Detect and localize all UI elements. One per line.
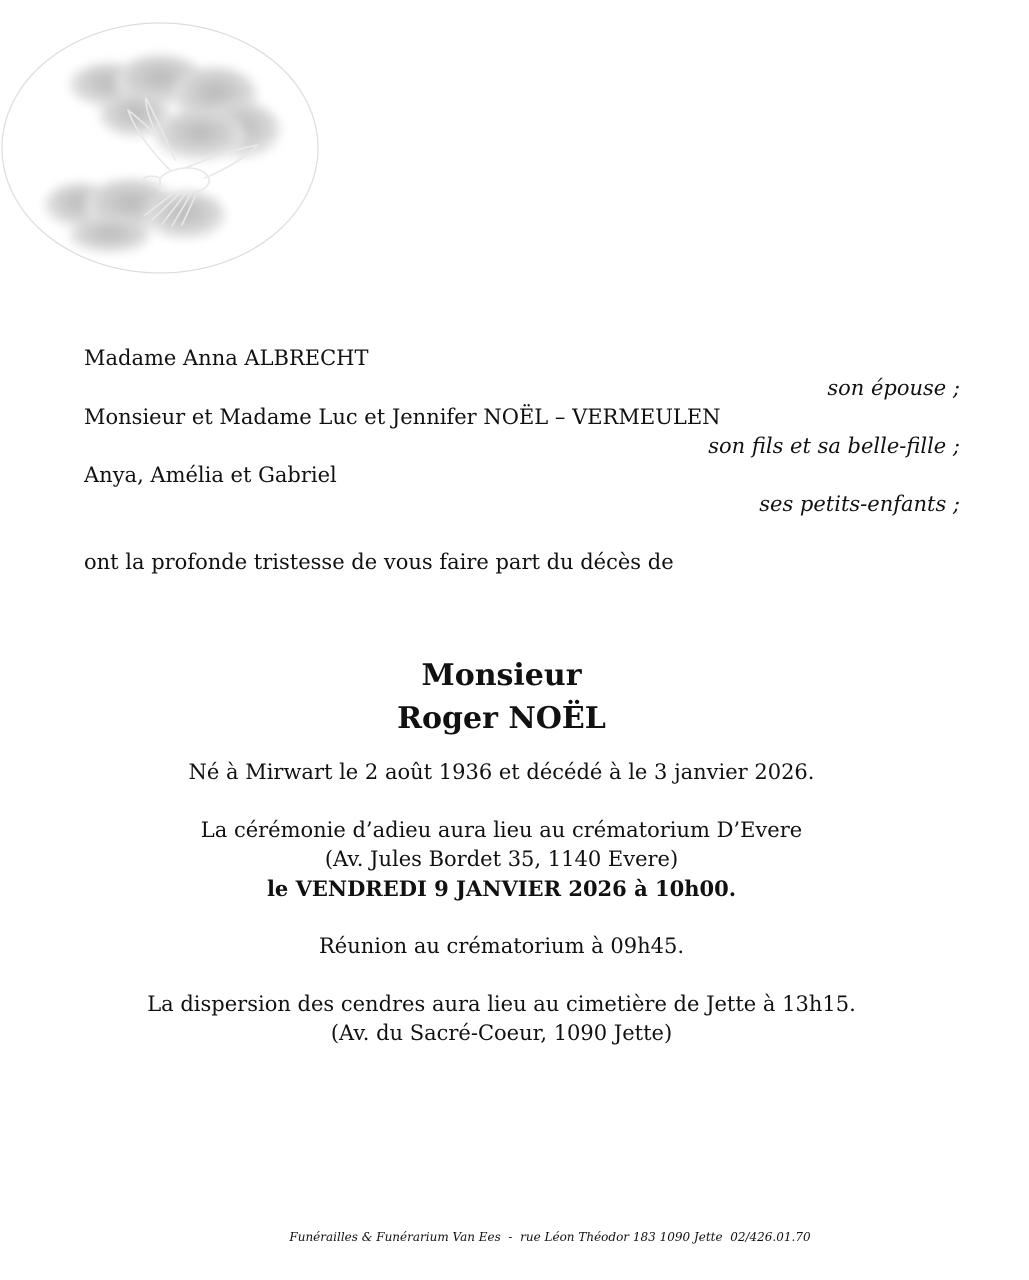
meeting-text: Réunion au crématorium à 09h45. (318, 934, 685, 958)
family-member-name: Madame Anna ALBRECHT (84, 346, 369, 370)
deceased-name: Roger NOËL (397, 701, 606, 736)
family-relation: son épouse ; (827, 376, 960, 400)
birth-death-text: Né à Mirwart le 2 août 1936 et décédé à le 3 janvier 2026. (188, 760, 815, 784)
dove-in-clouds-icon (0, 20, 322, 276)
ceremony-date: le VENDREDI 9 JANVIER 2026 à 10h00. (266, 876, 737, 901)
family-member-name: Anya, Amélia et Gabriel (84, 463, 337, 487)
family-relation: ses petits-enfants ; (759, 492, 960, 516)
announcement-text: ont la profonde tristesse de vous faire part du décès de (84, 550, 674, 574)
funeral-home-footer: Funérailles & Funérarium Van Ees - rue Léon Théodor 183 1090 Jette 02/426.01.70 (289, 1230, 811, 1244)
family-relation: son fils et sa belle-fille ; (708, 434, 960, 458)
dispersion-text: La dispersion des cendres aura lieu au cimetière de Jette à 13h15. (147, 992, 856, 1016)
dispersion-address: (Av. du Sacré-Coeur, 1090 Jette) (330, 1021, 673, 1045)
family-member-name: Monsieur et Madame Luc et Jennifer NOËL – VERMEULEN (84, 405, 721, 429)
ceremony-address: (Av. Jules Bordet 35, 1140 Evere) (324, 847, 679, 871)
ceremony-text: La cérémonie d’adieu aura lieu au crématorium D’Evere (200, 818, 803, 842)
deceased-title: Monsieur (421, 658, 582, 693)
